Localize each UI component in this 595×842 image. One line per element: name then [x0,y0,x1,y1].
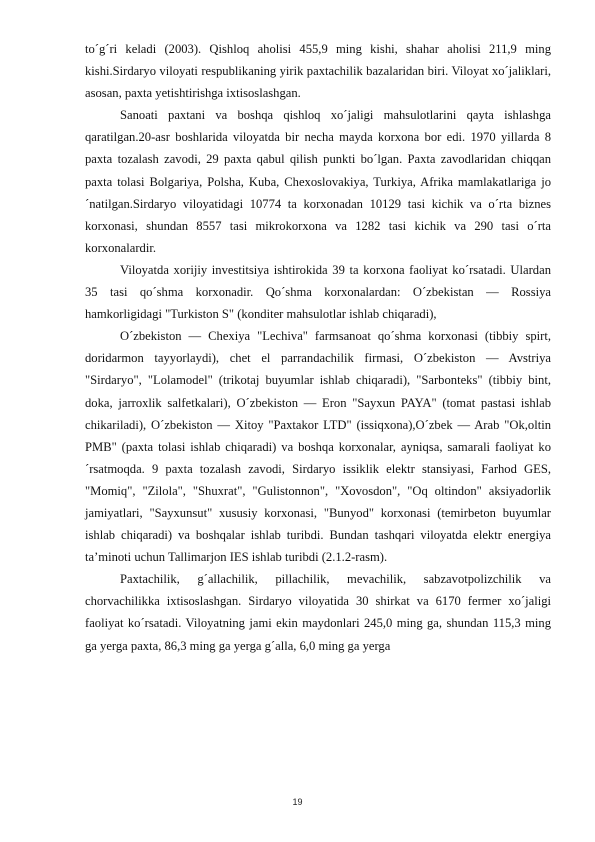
paragraph-population: to´g´ri keladi (2003). Qishloq aholisi 455,9 ming kishi, shahar aholisi 211,9 ming kishi.Sirdaryo viloyati respublikaning yirik paxtachilik bazalaridan biri. Viloyat xo´jaliklari, asosan, paxta yetishtirishga ixtisoslashgan. [85,42,551,101]
paragraph-agriculture: Paxtachilik, g´allachilik, pillachilik, mevachilik, sabzavotpolizchilik va chorvachilikka ixtisoslashgan. Sirdaryo viloyatida 30 shirkat va 6170 fermer xo´jaligi faoliyat ko´rsatadi. Viloyatning jami ekin maydonlari 245,0 ming ga, shundan 115,3 ming ga yerga paxta, 86,3 ming ga yerga g´alla, 6,0 ming ga yerga [85,572,551,653]
paragraph-joint-ventures: O´zbekiston — Chexiya "Lechiva" farmsanoat qo´shma korxonasi (tibbiy spirt, doridarmon tayyorlaydi), chet el parrandachilik firmasi, O´zbekiston — Avstriya "Sirdaryo", "Lolamodel" (trikotaj buyumlar ishlab chiqaradi), "Sarbonteks" (tibbiy bint, doka, jarroxlik salfetkalari), O´zbekiston — Eron "Sayxun PAYA" (tomat pastasi ishlab chikariladi), O´zbekiston — Xitoy "Paxtakor LTD" (issiqxona),O´zbek — Arab "Ok,oltin PMB" (paxta tolasi ishlab chiqaradi) va boshqa korxonalar, ayniqsa, samarali faoliyat ko´rsatmoqda. 9 paxta tozalash zavodi, Sirdaryo issiklik elektr stansiyasi, Farhod GES, "Momiq", "Zilola", "Shuxrat", "Gulistonnon", "Xovosdon", "Oq oltindon" aksiyadorlik jamiyatlari, "Sayxunsut" xususiy korxonasi, "Bunyod" korxonasi (temirbeton buyumlar ishlab chiqaradi) va boshqalar ishlab turibdi. Bundan tashqari viloyatda elektr energiya ta’minoti uchun Tallimarjon IES ishlab turibdi (2.1.2-rasm). [85,329,551,565]
paragraph-industry: Sanoati paxtani va boshqa qishloq xo´jaligi mahsulotlarini qayta ishlashga qaratilgan.20-asr boshlarida viloyatda bir necha mayda korxona bor edi. 1970 yillarda 8 paxta tozalash zavodi, 29 paxta qabul qilish punkti bo´lgan. Paxta zavodlaridan chiqqan paxta tolasi Bolgariya, Polsha, Kuba, Chexoslovakiya, Turkiya, Afrika mamlakatlariga jo´natilgan.Sirdaryo viloyatidagi 10774 ta korxonadan 10129 tasi kichik va o´rta biznes korxonasi, shundan 8557 tasi mikrokorxona va 1282 tasi kichik va 290 tasi o´rta korxonalardir. [85,108,551,255]
paragraph-foreign-investment: Viloyatda xorijiy investitsiya ishtirokida 39 ta korxona faoliyat ko´rsatadi. Ulardan 35 tasi qo´shma korxonadir. Qo´shma korxonalardan: O´zbekistan — Rossiya hamkorligidagi "Turkiston S" (konditer mahsulotlar ishlab chiqaradi), [85,262,551,322]
page-number: 19 [292,797,303,807]
document-body [85,38,551,657]
